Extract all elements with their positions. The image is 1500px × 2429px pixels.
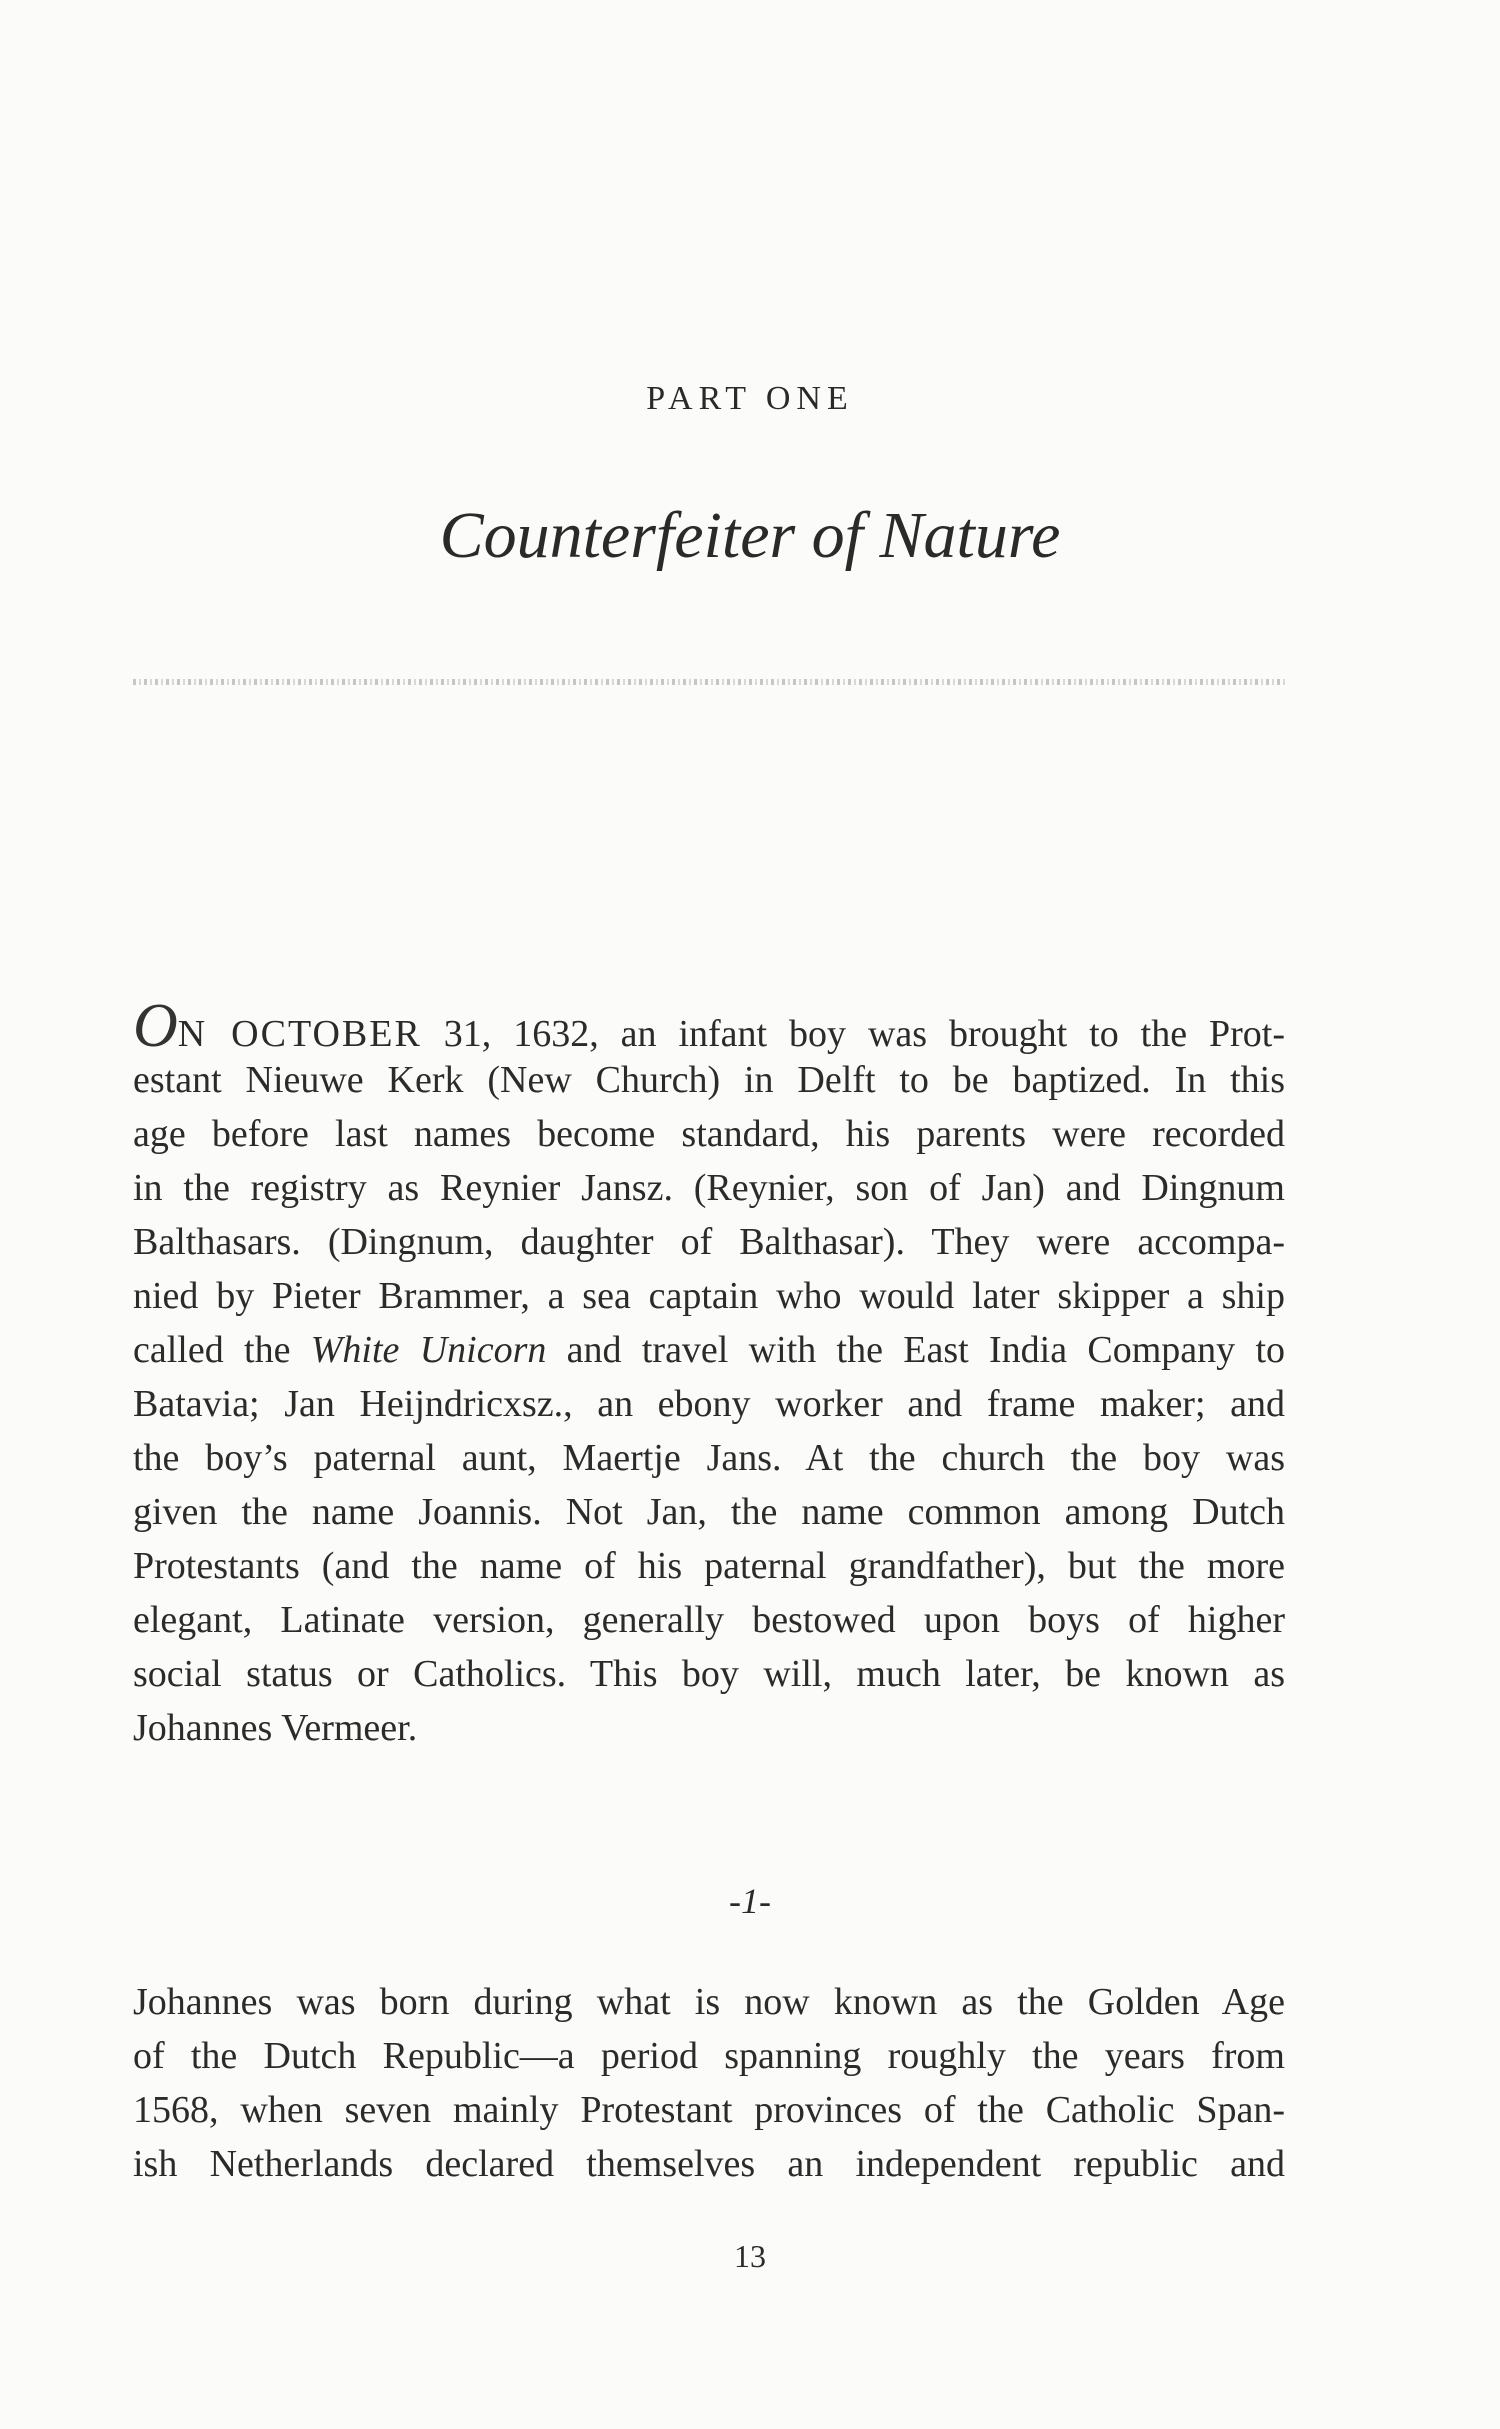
paragraph-line: nied by Pieter Brammer, a sea captain who would later skipper a ship (133, 1275, 1285, 1317)
opening-paragraph (133, 992, 1286, 1755)
line-text: and travel with the East India Company to (546, 1329, 1286, 1371)
paragraph-line: Balthasars. (Dingnum, daughter of Balthasar). They were accompa- (133, 1221, 1285, 1263)
part-label: PART ONE (646, 380, 854, 417)
paragraph-line: age before last names become standard, his parents were recorded (133, 1113, 1285, 1155)
part-title: Counterfeiter of Nature (439, 499, 1061, 572)
paragraph-line (133, 992, 1285, 1060)
opening-smallcaps: N OCTOBER (177, 1013, 422, 1055)
paragraph-line: Johannes Vermeer. (133, 1707, 418, 1749)
paragraph-line: given the name Joannis. Not Jan, the name common among Dutch (133, 1491, 1285, 1533)
paragraph-line: of the Dutch Republic—a period spanning roughly the years from (133, 2035, 1285, 2077)
paragraph-line (133, 1323, 1285, 1377)
section-paragraph (133, 1975, 1285, 2191)
paragraph-line: estant Nieuwe Kerk (New Church) in Delft to be baptized. In this (133, 1059, 1285, 1101)
ornamental-rule (133, 679, 1285, 685)
drop-cap: O (133, 992, 178, 1060)
paragraph-line: elegant, Latinate version, generally bestowed upon boys of higher (133, 1599, 1285, 1641)
section-number: -1- (729, 1881, 771, 1921)
line-text: called the (133, 1329, 311, 1371)
paragraph-line: in the registry as Reynier Jansz. (Reynier, son of Jan) and Dingnum (133, 1167, 1285, 1209)
paragraph-line: Johannes was born during what is now known as the Golden Age (133, 1981, 1285, 2023)
paragraph-line: 1568, when seven mainly Protestant provinces of the Catholic Span- (133, 2089, 1285, 2131)
paragraph-line: social status or Catholics. This boy will, much later, be known as (133, 1653, 1285, 1695)
page-number: 13 (734, 2238, 766, 2274)
ship-name-italic: White Unicorn (310, 1329, 547, 1371)
paragraph-line: the boy’s paternal aunt, Maertje Jans. At the church the boy was (133, 1437, 1285, 1479)
paragraph-line: Protestants (and the name of his paternal grandfather), but the more (133, 1545, 1285, 1587)
paragraph-line: Batavia; Jan Heijndricxsz., an ebony worker and frame maker; and (133, 1383, 1285, 1425)
paragraph-line: ish Netherlands declared themselves an independent republic and (133, 2143, 1285, 2185)
paragraph-line-text: 31, 1632, an infant boy was brought to the Prot- (421, 1013, 1285, 1055)
